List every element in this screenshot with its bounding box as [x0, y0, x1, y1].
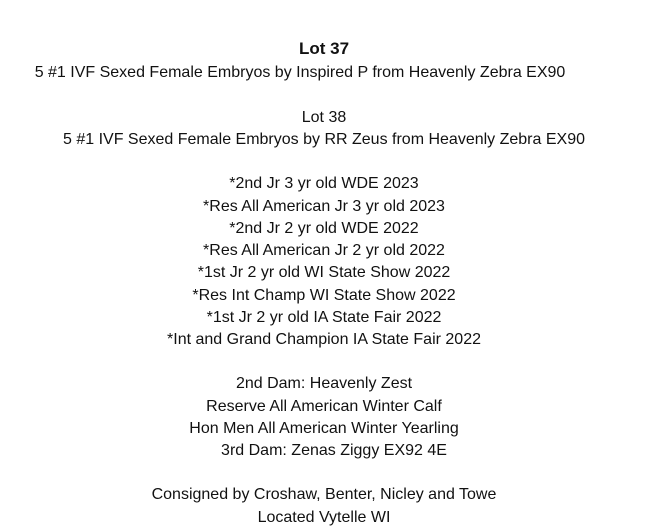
second-dam: 2nd Dam: Heavenly Zest	[235, 375, 413, 392]
achievement-item: *1st Jr 2 yr old WI State Show 2022	[197, 264, 451, 281]
lot-37-description: 5 #1 IVF Sexed Female Embryos by Inspired P from Heavenly Zebra EX90	[34, 64, 566, 81]
consigned-by: Consigned by Croshaw, Benter, Nicley and Towe	[151, 486, 497, 503]
achievement-item: *Int and Grand Champion IA State Fair 2022	[167, 331, 481, 348]
lot-38-title: Lot 38	[301, 109, 347, 126]
third-dam: 3rd Dam: Zenas Ziggy EX92 4E	[221, 442, 447, 459]
achievement-item: *1st Jr 2 yr old IA State Fair 2022	[206, 309, 442, 326]
achievement-item: *Res All American Jr 2 yr old 2022	[203, 242, 445, 259]
location: Located Vytelle WI	[257, 509, 391, 526]
lot-37-title: Lot 37	[298, 39, 350, 58]
achievement-item: *Res Int Champ WI State Show 2022	[192, 287, 456, 304]
second-dam-award: Hon Men All American Winter Yearling	[189, 420, 459, 437]
achievement-item: *2nd Jr 3 yr old WDE 2023	[229, 175, 419, 192]
second-dam-award: Reserve All American Winter Calf	[206, 398, 442, 415]
achievement-item: *2nd Jr 2 yr old WDE 2022	[229, 220, 419, 237]
lot-38-description: 5 #1 IVF Sexed Female Embryos by RR Zeus from Heavenly Zebra EX90	[63, 131, 585, 148]
achievement-item: *Res All American Jr 3 yr old 2023	[203, 198, 445, 215]
